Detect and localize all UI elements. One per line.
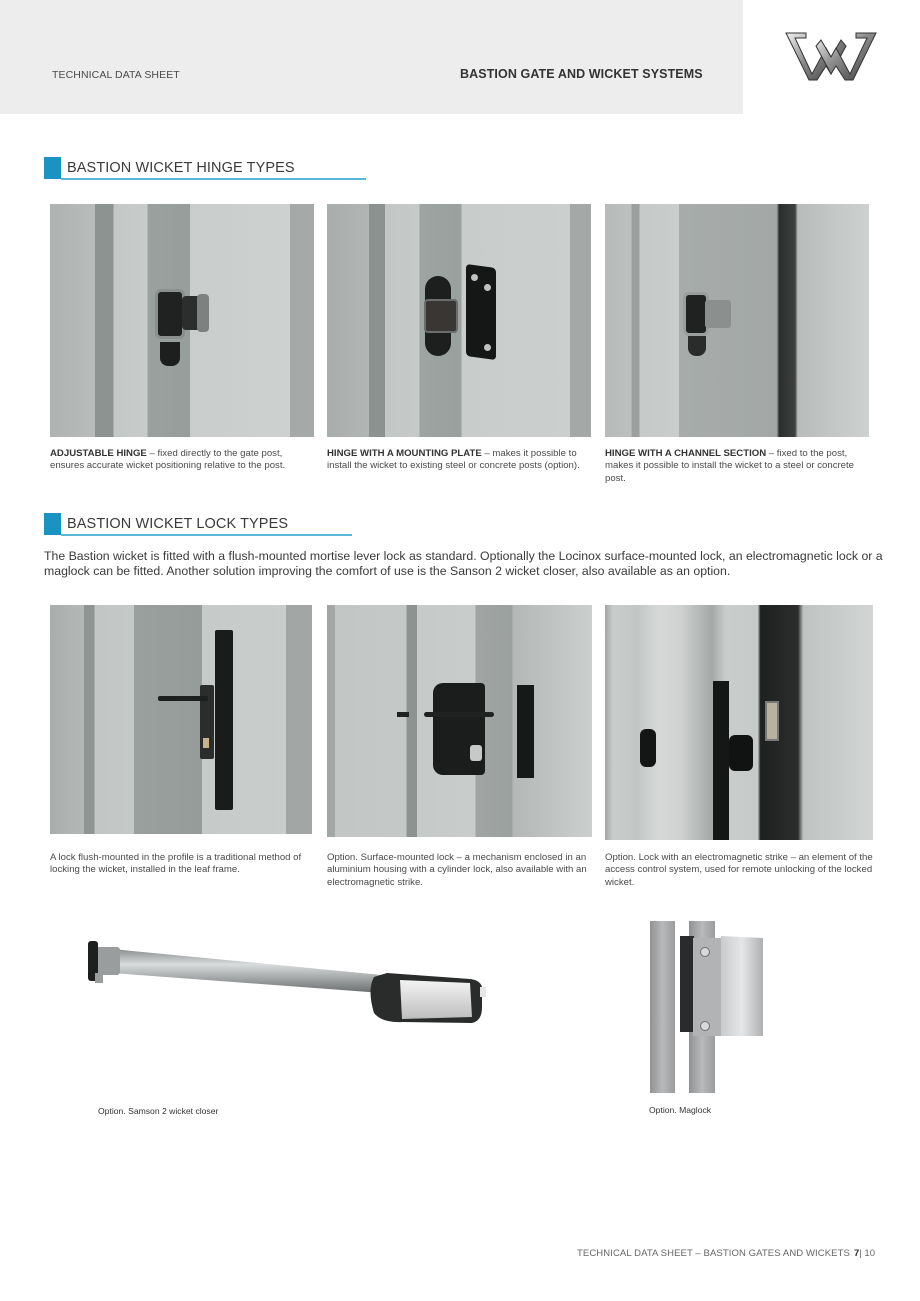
adjustable-hinge-photo — [50, 204, 314, 437]
section-title-text: BASTION WICKET LOCK TYPES — [67, 516, 289, 532]
footer-text: TECHNICAL DATA SHEET – BASTION GATES AND WICKETS — [577, 1248, 850, 1259]
caption-text: – makes it possible to install the wicket to existing steel or concrete posts (option). — [327, 448, 580, 472]
surface-mounted-lock-photo — [327, 605, 592, 837]
maglock-caption: Option. Maglock — [649, 1105, 712, 1115]
caption-text: – fixed directly to the gate post, ensures accurate wicket positioning relative to the post. — [50, 448, 286, 472]
section-marker — [44, 513, 61, 535]
hinge-section-title — [44, 157, 366, 181]
section-title-text: BASTION WICKET HINGE TYPES — [67, 160, 295, 176]
header-doc-type: TECHNICAL DATA SHEET — [52, 69, 180, 81]
hinge-caption-2 — [327, 448, 593, 473]
caption-text: – fixed to the post, makes it possible to install the wicket to a steel or concrete post. — [605, 448, 855, 484]
hinge-caption-1 — [50, 448, 316, 473]
page-current: 7 — [854, 1248, 860, 1259]
header-band — [0, 0, 743, 114]
lock-caption-3: Option. Lock with an electromagnetic strike – an element of the access control system, used for remote unlocking of the locked wicket. — [605, 852, 873, 888]
caption-bold: HINGE WITH A CHANNEL SECTION — [605, 448, 767, 459]
channel-section-hinge-photo — [605, 204, 869, 437]
mounting-plate-hinge-photo — [327, 204, 591, 437]
page-total: 10 — [861, 1248, 875, 1259]
section-rule — [61, 534, 352, 536]
lock-caption-1: A lock flush-mounted in the profile is a traditional method of locking the wicket, installed in the leaf frame. — [50, 852, 302, 876]
page-number — [854, 1248, 875, 1259]
flush-mounted-lock-photo — [50, 605, 312, 834]
w-logo-icon — [784, 30, 878, 82]
page-separator: | — [859, 1248, 862, 1259]
caption-bold: ADJUSTABLE HINGE — [50, 448, 147, 459]
lock-caption-2: Option. Surface-mounted lock – a mechanism enclosed in an aluminium housing with a cylinder lock, also available with an electromagnetic strike. — [327, 852, 587, 888]
caption-bold: HINGE WITH A MOUNTING PLATE — [327, 448, 482, 459]
header-title: BASTION GATE AND WICKET SYSTEMS — [460, 67, 703, 81]
lock-section-title — [44, 513, 354, 537]
wicket-closer-photo — [82, 935, 492, 1030]
section-marker — [44, 157, 61, 179]
wicket-closer-caption: Option. Samson 2 wicket closer — [98, 1106, 219, 1116]
section-rule — [61, 178, 366, 180]
maglock-photo — [645, 918, 770, 1096]
electromagnetic-strike-lock-photo — [605, 605, 873, 840]
hinge-caption-3 — [605, 448, 871, 485]
lock-intro-paragraph: The Bastion wicket is fitted with a flush-mounted mortise lever lock as standard. Optionally the Locinox surface-mounted lock, an electromagnetic lock or a maglock can be fitted. Another solution improving the comfort of use is the Sanson 2 wicket closer, also available as an option. — [44, 549, 883, 578]
